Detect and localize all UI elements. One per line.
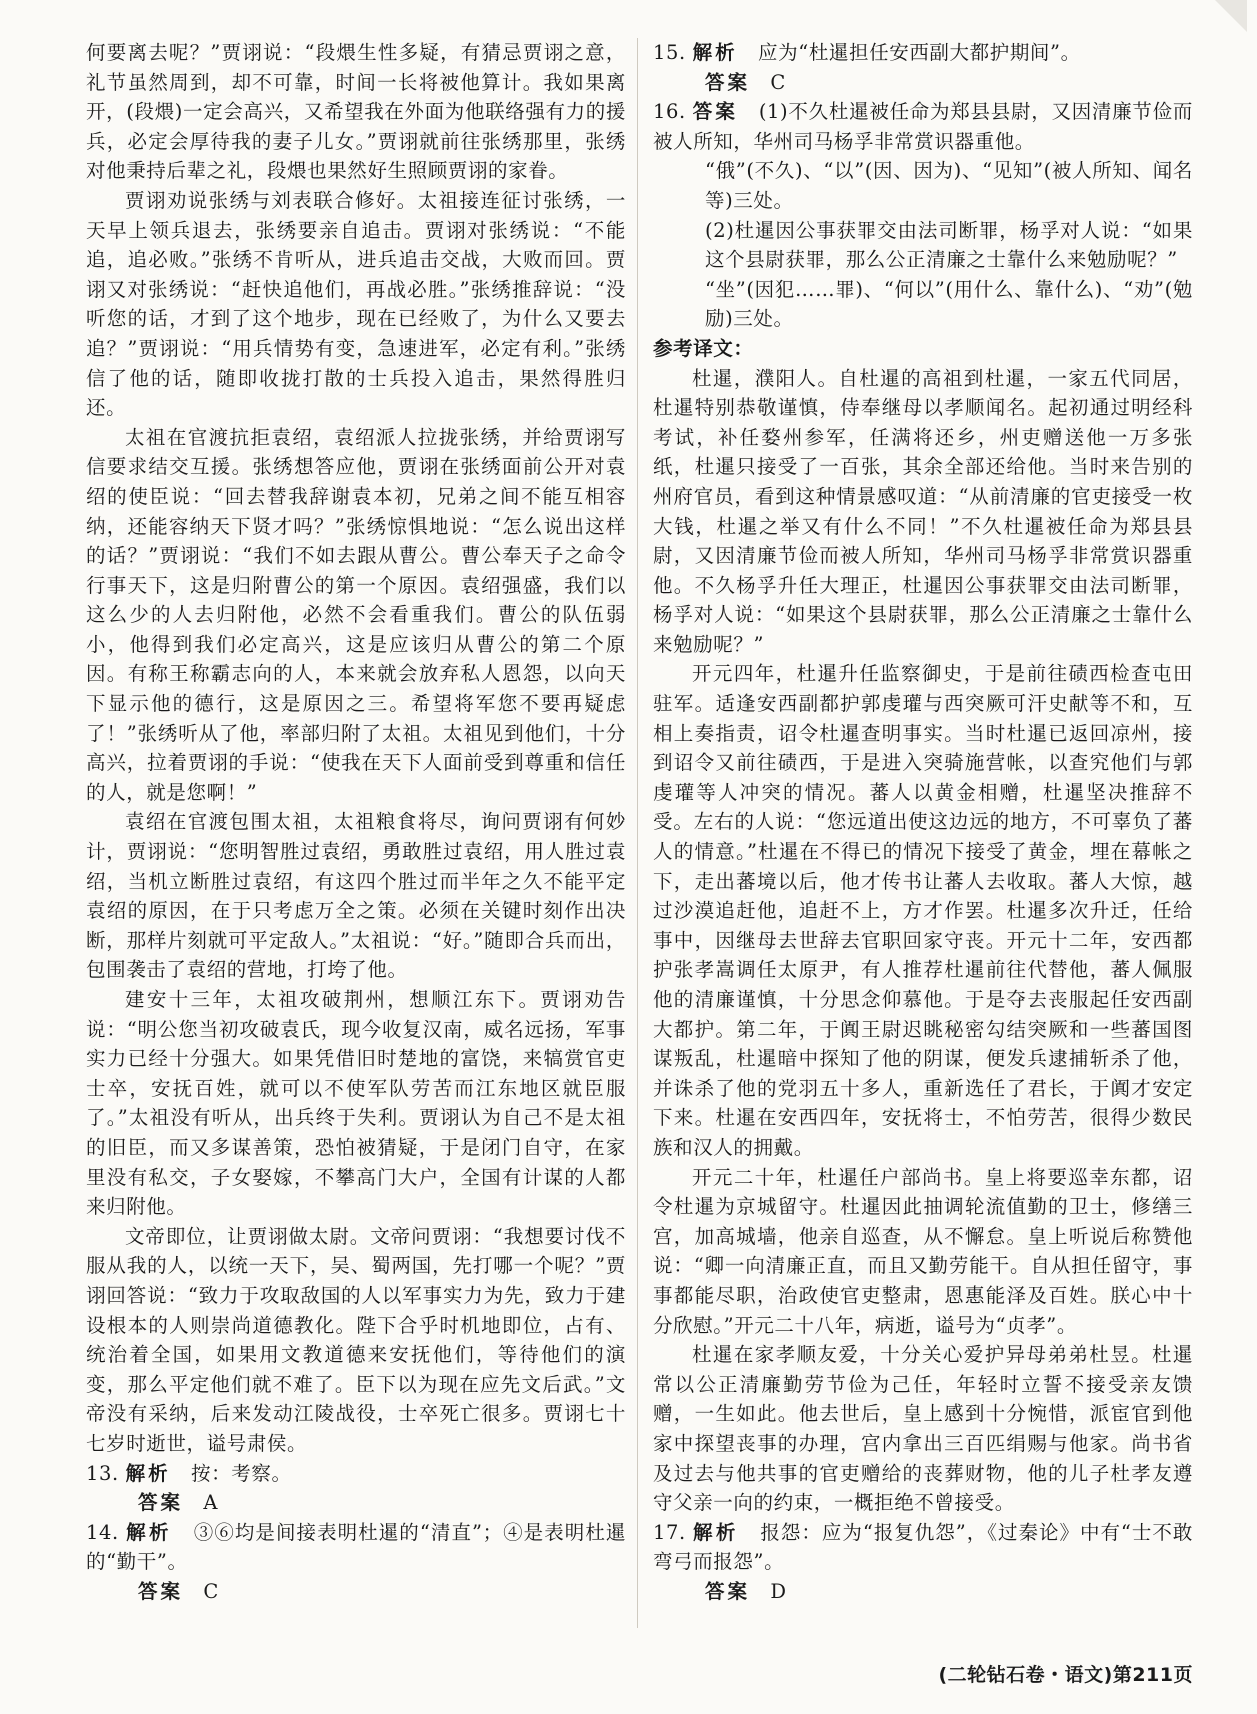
- answer-label: 答案: [692, 100, 739, 124]
- analysis-label: 解析: [692, 41, 738, 64]
- page-footer: (二轮钻石卷・语文)第211页: [938, 1664, 1193, 1686]
- analysis-label: 解析: [125, 1461, 171, 1485]
- translation-paragraph: 文帝即位，让贾诩做太尉。文帝问贾诩：“我想要讨伐不服从我的人，以统一天下，吴、蜀两国，先打哪一个呢？”贾诩回答说：“致力于攻取敌国的人以军事实力为先，致力于建设根本的人则崇尚道德教化。陛下合乎时机地即位，占有、统治着全国，如果用文教道德来安抚他们，等待他们的演变，那么平定他们就不难了。臣下以为现在应先文后武。”文帝没有采纳，后来发动江陵战役，士卒死亡很多。贾诩七十七岁时逝世，谥号肃侯。: [86, 1224, 626, 1455]
- answer-text: (1)不久杜暹被任命为郑县县尉，又因清廉节俭而被人所知，华州司马杨孚非常赏识器重他。: [653, 100, 1193, 153]
- answer-text: (2)杜暹因公事获罪交由法司断罪，杨孚对人说：“如果这个县尉获罪，那么公正清廉之士靠什么来勉励呢？”: [705, 218, 1193, 272]
- page-corner-fold: [1207, 0, 1247, 40]
- answer-value: C: [203, 1579, 219, 1603]
- question-number: 14.: [86, 1520, 119, 1544]
- answer-value: D: [770, 1579, 787, 1603]
- answer-label: 答案: [705, 1579, 751, 1603]
- translation-paragraph: 开元二十年，杜暹任户部尚书。皇上将要巡幸东都，诏令杜暹为京城留守。杜暹因此抽调轮流值勤的卫士，修缮三宫，加高城墙，他亲自巡查，从不懈怠。皇上听说后称赞他说：“卿一向清廉正直，而且又勤劳能干。自从担任留守，事事都能尽职，治政使官吏整肃，恩惠能泽及百姓。朕心中十分欣慰。”开元二十八年，病逝，谥号为“贞孝”。: [653, 1165, 1193, 1337]
- question-number: 13.: [86, 1461, 119, 1485]
- question-15-analysis: [653, 38, 1193, 68]
- translation-paragraph: 开元四年，杜暹升任监察御史，于是前往碛西检查屯田驻军。适逢安西副都护郭虔瓘与西突厥可汗史献等不和，互相上奏指责，诏令杜暹查明事实。当时杜暹已返回凉州，接到诏令又前往碛西，于是进入突骑施营帐，以查究他们与郭虔瓘等人冲突的情况。蕃人以黄金相赠，杜暹坚决推辞不受。左右的人说：“您远道出使这边远的地方，不可辜负了蕃人的情意。”杜暹在不得已的情况下接受了黄金，埋在幕帐之下，走出蕃境以后，他才传书让蕃人去收取。蕃人大惊，越过沙漠追赶他，追赶不上，方才作罢。杜暹多次升迁，任给事中，因继母去世辞去官职回家守丧。开元十二年，安西都护张孝嵩调任太原尹，有人推荐杜暹前往代替他，蕃人佩服他的清廉谨慎，十分思念仰慕他。于是夺去丧服起任安西副大都护。第二年，于阗王尉迟眺秘密勾结突厥和一些蕃国图谋叛乱，杜暹暗中探知了他的阴谋，便发兵逮捕斩杀了他，并诛杀了他的党羽五十多人，重新选任了君长，于阗才安定下来。杜暹在安西四年，安抚将士，不怕劳苦，很得少数民族和汉人的拥戴。: [653, 662, 1193, 1159]
- analysis-text: ③⑥均是间接表明杜暹的“清直”；④是表明杜暹的“勤干”。: [86, 1520, 626, 1574]
- question-13-answer: [138, 1488, 626, 1518]
- analysis-text: 按：考察。: [191, 1461, 292, 1485]
- question-number: 17.: [653, 1520, 686, 1544]
- answer-label: 答案: [705, 70, 751, 94]
- question-17-analysis: [653, 1518, 1193, 1577]
- answer-value: C: [770, 70, 786, 94]
- question-14-analysis: [86, 1518, 626, 1577]
- translation-paragraph: 何要离去呢？”贾诩说：“段煨生性多疑，有猜忌贾诩之意，礼节虽然周到，却不可靠，时间一长将被他算计。我如果离开，(段煨)一定会高兴，又希望我在外面为他联络强有力的援兵，必定会厚待我的妻子儿女。”贾诩就前往张绣那里，张绣对他秉持后辈之礼，段煨也果然好生照顾贾诩的家眷。: [86, 41, 626, 183]
- translation-paragraph: 贾诩劝说张绣与刘表联合修好。太祖接连征讨张绣，一天早上领兵退去，张绣要亲自追击。贾诩对张绣说：“不能追，追必败。”张绣不肯听从，进兵追击交战，大败而回。贾诩又对张绣说：“赶快追他们，再战必胜。”张绣推辞说：“没听您的话，才到了这个地步，现在已经败了，为什么又要去追？”贾诩说：“用兵情势有变，急速进军，必定有利。”张绣信了他的话，随即收拢打散的士兵投入追击，果然得胜归还。: [86, 188, 626, 420]
- reference-translation-heading: 参考译文：: [653, 336, 754, 360]
- question-16-answer: [653, 97, 1193, 156]
- analysis-label: 解析: [126, 1520, 172, 1544]
- translation-paragraph: 杜暹在家孝顺友爱，十分关心爱护异母弟弟杜昱。杜暹常以公正清廉勤劳节俭为己任，年轻时立誓不接受亲友馈赠，一生如此。他去世后，皇上感到十分惋惜，派宦官到他家中探望丧事的办理，宫内拿出三百匹绢赐与他家。尚书省及过去与他共事的官吏赠给的丧葬财物，他的儿子杜孝友遵守父亲一向的约束，一概拒绝不曾接受。: [653, 1343, 1193, 1515]
- translation-paragraph: 杜暹，濮阳人。自杜暹的高祖到杜暹，一家五代同居，杜暹特别恭敬谨慎，侍奉继母以孝顺闻名。起初通过明经科考试，补任婺州参军，任满将还乡，州吏赠送他一万多张纸，杜暹只接受了一百张，其余全部还给他。当时来告别的州府官员，看到这种情景感叹道：“从前清廉的官吏接受一枚大钱，杜暹之举又有什么不同！”不久杜暹被任命为郑县县尉，又因清廉节俭而被人所知，华州司马杨孚非常赏识器重他。不久杨孚升任大理正，杜暹因公事获罪交由法司断罪，杨孚对人说：“如果这个县尉获罪，那么公正清廉之士靠什么来勉励呢？”: [653, 366, 1193, 656]
- question-number: 16.: [653, 100, 686, 124]
- question-number: 15.: [653, 41, 686, 64]
- left-column: [86, 38, 626, 1606]
- analysis-label: 解析: [693, 1520, 739, 1544]
- question-15-answer: [705, 68, 1193, 98]
- question-17-answer: [705, 1577, 1193, 1607]
- translation-paragraph: 建安十三年，太祖攻破荆州，想顺江东下。贾诩劝告说：“明公您当初攻破袁氏，现今收复汉南，威名远扬，军事实力已经十分强大。如果凭借旧时楚地的富饶，来犒赏官吏士卒，安抚百姓，就可以不使军队劳苦而江东地区就臣服了。”太祖没有听从，出兵终于失利。贾诩认为自己不是太祖的旧臣，而又多谋善策，恐怕被猜疑，于是闭门自守，在家里没有私交，子女娶嫁，不攀高门大户，全国有计谋的人都来归附他。: [86, 988, 626, 1219]
- right-column: [653, 38, 1193, 1606]
- scoring-note: “俄”(不久)、“以”(因、因为)、“见知”(被人所知、闻名等)三处。: [705, 159, 1193, 212]
- scoring-note: “坐”(因犯……罪)、“何以”(用什么、靠什么)、“劝”(勉励)三处。: [705, 277, 1193, 331]
- question-13-analysis: [86, 1459, 626, 1489]
- analysis-text: 报怨：应为“报复仇怨”，《过秦论》中有“士不敢弯弓而报怨”。: [653, 1520, 1193, 1574]
- question-14-answer: [138, 1577, 626, 1607]
- translation-paragraph: 太祖在官渡抗拒袁绍，袁绍派人拉拢张绣，并给贾诩写信要求结交互援。张绣想答应他，贾诩在张绣面前公开对袁绍的使臣说：“回去替我辞谢袁本初，兄弟之间不能互相容纳，还能容纳天下贤才吗？”张绣惊惧地说：“怎么说出这样的话？”贾诩说：“我们不如去跟从曹公。曹公奉天子之命令行事天下，这是归附曹公的第一个原因。袁绍强盛，我们以这么少的人去归附他，必然不会看重我们。曹公的队伍弱小，他得到我们必定高兴，这是应该归从曹公的第二个原因。有称王称霸志向的人，本来就会放弃私人恩怨，以向天下显示他的德行，这是原因之三。希望将军您不要再疑虑了！”张绣听从了他，率部归附了太祖。太祖见到他们，十分高兴，拉着贾诩的手说：“使我在天下人面前受到尊重和信任的人，就是您啊！”: [86, 425, 626, 804]
- answer-value: A: [203, 1491, 219, 1515]
- answer-label: 答案: [138, 1491, 184, 1515]
- answer-label: 答案: [138, 1579, 184, 1603]
- translation-paragraph: 袁绍在官渡包围太祖，太祖粮食将尽，询问贾诩有何妙计，贾诩说：“您明智胜过袁绍，勇敢胜过袁绍，用人胜过袁绍，当机立断胜过袁绍，有这四个胜过而半年之久不能平定袁绍的原因，在于只考虑万全之策。必须在关键时刻作出决断，那样片刻就可平定敌人。”太祖说：“好。”随即合兵而出，包围袭击了袁绍的营地，打垮了他。: [86, 810, 626, 982]
- analysis-text: 应为“杜暹担任安西副大都护期间”。: [758, 41, 1081, 64]
